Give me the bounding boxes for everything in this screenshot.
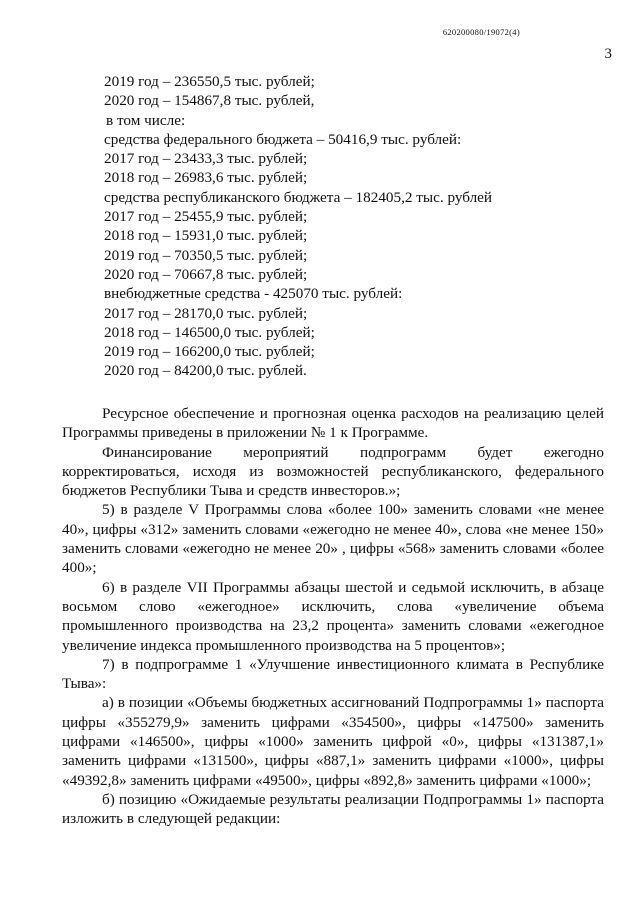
page-number: 3: [604, 46, 612, 62]
funding-line: в том числе:: [106, 111, 186, 129]
funding-line: 2019 год – 236550,5 тыс. рублей;: [104, 73, 315, 90]
funding-line: 2019 год – 70350,5 тыс. рублей;: [104, 246, 308, 264]
funding-line: внебюджетные средства - 425070 тыс. рублей:: [104, 285, 403, 303]
funding-line: 2019 год – 166200,0 тыс. рублей;: [104, 343, 315, 361]
paragraph: Ресурсное обеспечение и прогнозная оценка расходов на реализацию целей Программы приведены в приложении № 1 к Программе.: [62, 405, 604, 442]
paragraph: 7) в подпрограмме 1 «Улучшение инвестиционного климата в Республике Тыва»:: [62, 655, 604, 693]
funding-line: средства федерального бюджета – 50416,9 тыс. рублей:: [104, 130, 462, 148]
funding-line: 2020 год – 84200,0 тыс. рублей.: [104, 362, 307, 380]
funding-line: 2020 год – 154867,8 тыс. рублей,: [104, 92, 315, 110]
funding-line: 2018 год – 26983,6 тыс. рублей;: [104, 169, 308, 187]
document-code: 620200080/19072(4): [442, 27, 520, 37]
paragraph: б) позицию «Ожидаемые результаты реализации Подпрограммы 1» паспорта изложить в следующей редакции:: [62, 790, 604, 828]
funding-line: 2017 год – 23433,3 тыс. рублей;: [104, 150, 308, 168]
funding-line: 2018 год – 15931,0 тыс. рублей;: [104, 227, 308, 245]
funding-line: 2017 год – 25455,9 тыс. рублей;: [104, 208, 308, 226]
paragraph: 5) в разделе V Программы слова «более 100» заменить словами «не менее 40», цифры «312» заменить словами «ежегодно не менее 40», слова «не менее 150» заменить словами «ежегодно не менее 20» , цифры «568» заменить словами «более 400»;: [62, 501, 604, 577]
paragraph: а) в позиции «Объемы бюджетных ассигнований Подпрограммы 1» паспорта цифры «355279,9» заменить цифрами «354500», цифры «147500» заменить цифрами «146500», цифры «1000» заменить цифрой «0», цифры «131387,1» заменить цифрами «131500», цифры «887,1» заменить цифрами «1000», цифры «49392,8» заменить цифрами «49500», цифры «892,8» заменить цифрами «1000»;: [62, 694, 604, 789]
paragraph: 6) в разделе VII Программы абзацы шестой и седьмой исключить, в абзаце восьмом слово «ежегодное» исключить, слова «увеличение объема промышленного производства на 23,2 процента» заменить словами «ежегодное увеличение индекса промышленного производства на 5 процентов»;: [62, 578, 604, 654]
funding-line: средства республиканского бюджета – 182405,2 тыс. рублей: [104, 188, 493, 206]
funding-line: 2020 год – 70667,8 тыс. рублей;: [104, 265, 308, 283]
document-body: [62, 404, 604, 829]
funding-line: 2017 год – 28170,0 тыс. рублей;: [104, 304, 308, 322]
funding-list: [104, 72, 492, 381]
paragraph: Финансирование мероприятий подпрограмм будет ежегодно корректироваться, исходя из возможностей республиканского, федерального бюджетов Республики Тыва и средств инвесторов.»;: [62, 443, 604, 500]
funding-line: 2018 год – 146500,0 тыс. рублей;: [104, 323, 315, 341]
